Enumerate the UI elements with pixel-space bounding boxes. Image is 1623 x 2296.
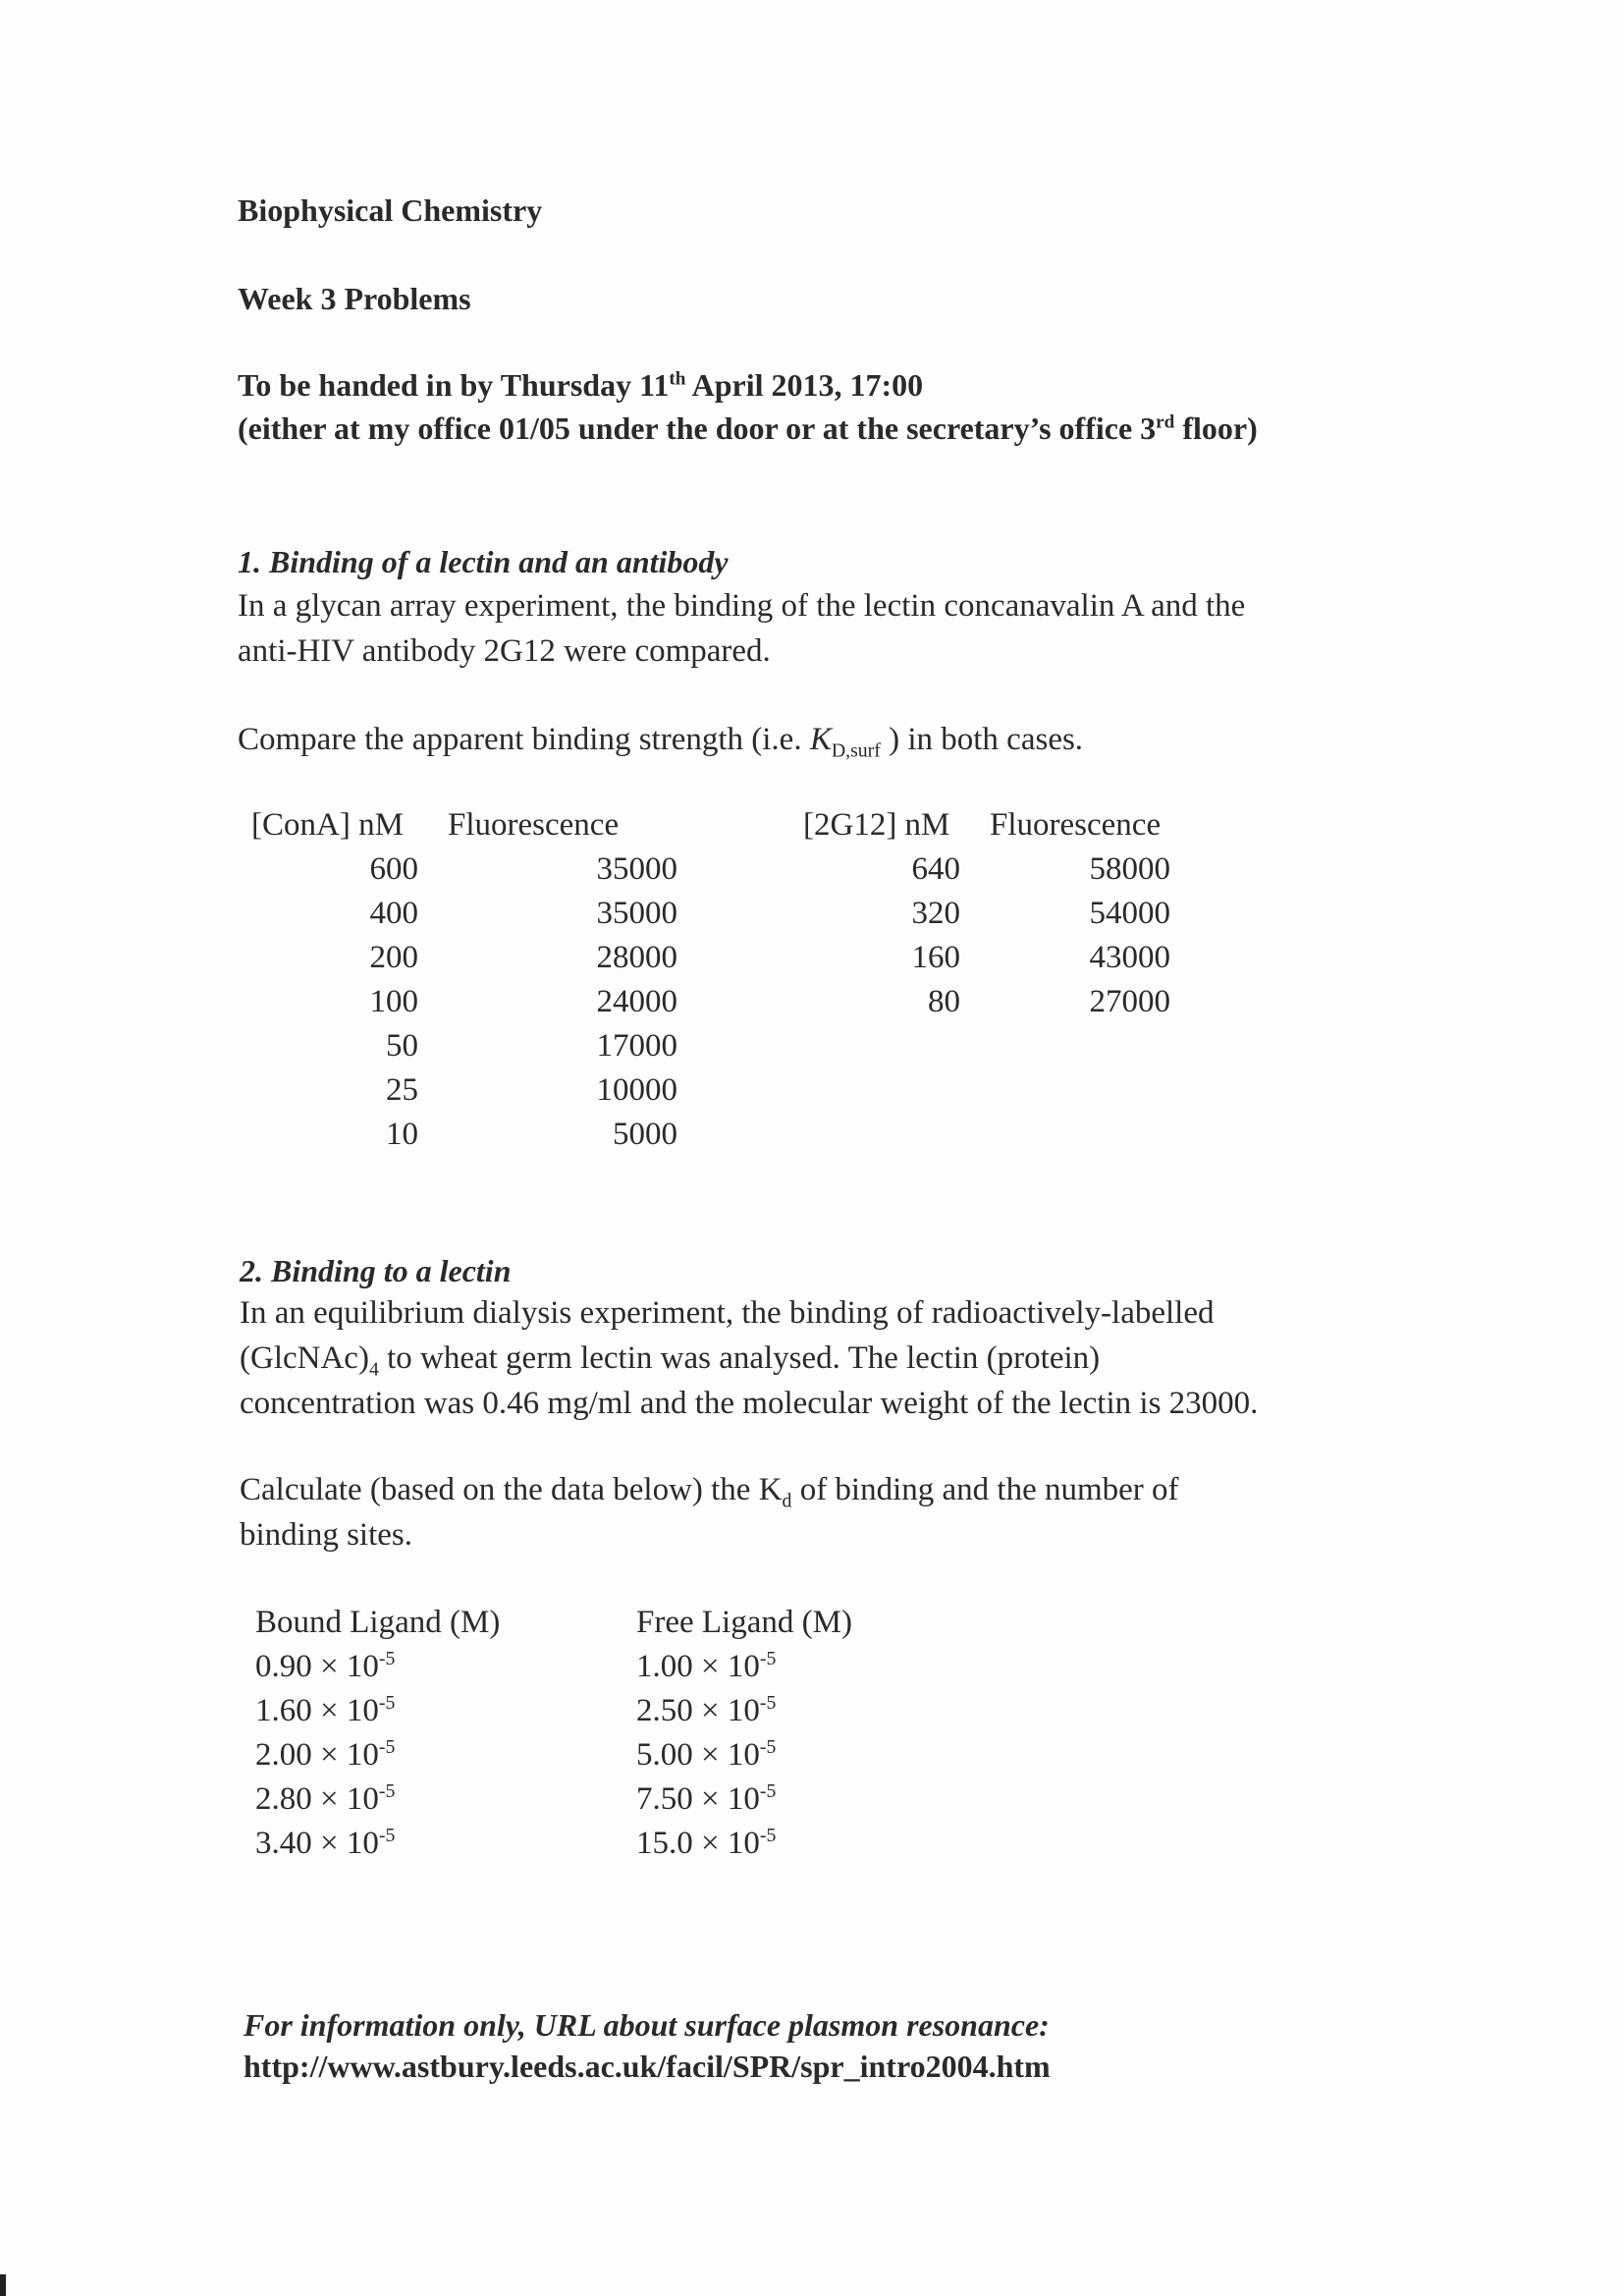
mantissa: 7.50 bbox=[636, 1781, 693, 1817]
mantissa: 5.00 bbox=[636, 1737, 693, 1773]
q2-task-line-1 bbox=[240, 1467, 1179, 1512]
g12-fluorescence: 54000 bbox=[1089, 896, 1170, 931]
q2-text bbox=[240, 1290, 1258, 1426]
k-symbol: K bbox=[809, 722, 832, 757]
glcnac-text: (GlcNAc) bbox=[240, 1340, 369, 1376]
deadline-text: To be handed in by Thursday 11 bbox=[238, 367, 670, 403]
cona-row bbox=[251, 940, 683, 984]
q1-title: 1. Binding of a lectin and an antibody bbox=[238, 544, 729, 579]
ligand-row bbox=[255, 1737, 943, 1781]
exponent: -5 bbox=[378, 1780, 396, 1802]
cona-row bbox=[251, 984, 683, 1028]
mantissa: 2.00 bbox=[255, 1737, 312, 1773]
cona-fluorescence: 5000 bbox=[613, 1117, 677, 1152]
deadline-text-end: April 2013, 17:00 bbox=[685, 367, 924, 403]
cona-fluorescence: 24000 bbox=[596, 984, 677, 1019]
exponent-base: × 10 bbox=[311, 1826, 379, 1861]
exponent-base: × 10 bbox=[311, 1693, 379, 1728]
cona-row bbox=[251, 1028, 683, 1072]
cona-fluorescence: 28000 bbox=[596, 940, 677, 975]
exponent-base: × 10 bbox=[692, 1693, 760, 1728]
ligand-row bbox=[255, 1781, 943, 1826]
cona-row bbox=[251, 896, 683, 940]
exponent: -5 bbox=[759, 1780, 777, 1802]
exponent: -5 bbox=[759, 1648, 777, 1669]
cona-fluor-header: Fluorescence bbox=[448, 807, 620, 843]
ligand-row bbox=[255, 1693, 943, 1737]
bound-ligand-value bbox=[255, 1693, 395, 1729]
ligand-table bbox=[255, 1605, 943, 1870]
q2-task-line-2: binding sites. bbox=[240, 1517, 413, 1553]
ligand-row bbox=[255, 1826, 943, 1870]
k-subscript: D,surf bbox=[831, 739, 881, 762]
hand-in-location bbox=[238, 410, 1258, 447]
q2-task-text: Calculate (based on the data below) the K bbox=[240, 1472, 783, 1507]
mantissa: 2.80 bbox=[255, 1781, 312, 1817]
g12-fluor-header: Fluorescence bbox=[990, 807, 1162, 843]
location-text: (either at my office 01/05 under the door or at the secretary’s office 3 bbox=[238, 410, 1157, 446]
exponent-base: × 10 bbox=[692, 1649, 760, 1684]
bound-ligand-header: Bound Ligand (M) bbox=[255, 1605, 501, 1640]
g12-row bbox=[803, 984, 1235, 1028]
g12-concentration: 80 bbox=[928, 984, 960, 1019]
exponent-base: × 10 bbox=[311, 1781, 379, 1817]
exponent-base: × 10 bbox=[692, 1781, 760, 1817]
g12-fluorescence: 58000 bbox=[1089, 851, 1170, 887]
g12-table bbox=[803, 807, 1235, 1028]
ligand-row bbox=[255, 1649, 943, 1693]
mantissa: 0.90 bbox=[255, 1649, 312, 1684]
mantissa: 15.0 bbox=[636, 1826, 693, 1861]
q1-text bbox=[238, 583, 1245, 674]
bound-ligand-value bbox=[255, 1649, 395, 1685]
exponent: -5 bbox=[759, 1692, 777, 1714]
q2-task-text-end: of binding and the number of bbox=[791, 1472, 1179, 1507]
deadline bbox=[238, 367, 923, 404]
exponent: -5 bbox=[378, 1692, 396, 1714]
q2-text-line-1: In an equilibrium dialysis experiment, the binding of radioactively-labelled bbox=[240, 1295, 1215, 1331]
spr-url[interactable]: http://www.astbury.leeds.ac.uk/facil/SPR/spr_intro2004.htm bbox=[243, 2049, 1051, 2084]
q1-task bbox=[238, 717, 1083, 762]
q2-text-line-2 bbox=[240, 1336, 1258, 1381]
exponent-base: × 10 bbox=[311, 1649, 379, 1684]
g12-fluorescence: 27000 bbox=[1089, 984, 1170, 1019]
free-ligand-value bbox=[636, 1826, 776, 1862]
cona-fluorescence: 35000 bbox=[596, 896, 677, 931]
free-ligand-value bbox=[636, 1737, 776, 1774]
bound-ligand-value bbox=[255, 1781, 395, 1818]
g12-concentration: 320 bbox=[911, 896, 960, 931]
cona-fluorescence: 17000 bbox=[596, 1028, 677, 1064]
exponent-base: × 10 bbox=[692, 1826, 760, 1861]
cona-header-row bbox=[251, 807, 683, 851]
g12-concentration: 640 bbox=[911, 851, 960, 887]
q1-text-line-1: In a glycan array experiment, the binding of the lectin concanavalin A and the bbox=[238, 588, 1246, 624]
cona-row bbox=[251, 1072, 683, 1117]
g12-row bbox=[803, 940, 1235, 984]
exponent-base: × 10 bbox=[692, 1737, 760, 1773]
exponent: -5 bbox=[759, 1736, 777, 1758]
cona-row bbox=[251, 1117, 683, 1161]
kd-subscript: d bbox=[782, 1490, 792, 1512]
cona-concentration: 10 bbox=[386, 1117, 418, 1152]
cona-concentration: 100 bbox=[369, 984, 418, 1019]
bound-ligand-value bbox=[255, 1737, 395, 1774]
q2-text-line-2-end: to wheat germ lectin was analysed. The lectin (protein) bbox=[378, 1340, 1101, 1376]
g12-concentration: 160 bbox=[911, 940, 960, 975]
cona-fluorescence: 10000 bbox=[596, 1072, 677, 1108]
cona-concentration: 200 bbox=[369, 940, 418, 975]
cona-concentration: 600 bbox=[369, 851, 418, 887]
info-note: For information only, URL about surface plasmon resonance: bbox=[243, 2007, 1050, 2043]
mantissa: 1.60 bbox=[255, 1693, 312, 1728]
q2-task bbox=[240, 1467, 1179, 1558]
exponent: -5 bbox=[378, 1648, 396, 1669]
exponent: -5 bbox=[378, 1736, 396, 1758]
location-ordinal: rd bbox=[1156, 411, 1175, 433]
cona-concentration: 400 bbox=[369, 896, 418, 931]
mantissa: 1.00 bbox=[636, 1649, 693, 1684]
location-text-end: floor) bbox=[1174, 410, 1258, 446]
g12-header-row bbox=[803, 807, 1235, 851]
exponent: -5 bbox=[378, 1825, 396, 1846]
cona-row bbox=[251, 851, 683, 896]
g12-row bbox=[803, 896, 1235, 940]
mantissa: 3.40 bbox=[255, 1826, 312, 1861]
glcnac-subscript: 4 bbox=[368, 1358, 379, 1381]
exponent: -5 bbox=[759, 1825, 777, 1846]
mantissa: 2.50 bbox=[636, 1693, 693, 1728]
free-ligand-value bbox=[636, 1781, 776, 1818]
q1-task-text: Compare the apparent binding strength (i.e. bbox=[238, 722, 810, 757]
cona-concentration: 50 bbox=[386, 1028, 418, 1064]
q1-task-text-end: ) in both cases. bbox=[880, 722, 1084, 757]
free-ligand-value bbox=[636, 1649, 776, 1685]
g12-fluorescence: 43000 bbox=[1089, 940, 1170, 975]
g12-conc-header: [2G12] nM bbox=[803, 807, 950, 843]
free-ligand-value bbox=[636, 1693, 776, 1729]
q2-text-line-3: concentration was 0.46 mg/ml and the molecular weight of the lectin is 23000. bbox=[240, 1386, 1259, 1421]
cona-conc-header: [ConA] nM bbox=[251, 807, 404, 843]
bound-ligand-value bbox=[255, 1826, 395, 1862]
exponent-base: × 10 bbox=[311, 1737, 379, 1773]
cona-table bbox=[251, 807, 683, 1161]
deadline-ordinal: th bbox=[669, 368, 686, 390]
week-title: Week 3 Problems bbox=[238, 281, 471, 316]
q1-text-line-2: anti-HIV antibody 2G12 were compared. bbox=[238, 633, 771, 669]
cona-concentration: 25 bbox=[386, 1072, 418, 1108]
ligand-header-row bbox=[255, 1605, 943, 1649]
course-title: Biophysical Chemistry bbox=[238, 192, 543, 228]
scan-mark bbox=[0, 2274, 6, 2296]
g12-row bbox=[803, 851, 1235, 896]
free-ligand-header: Free Ligand (M) bbox=[636, 1605, 852, 1640]
q2-title: 2. Binding to a lectin bbox=[240, 1253, 512, 1288]
cona-fluorescence: 35000 bbox=[596, 851, 677, 887]
